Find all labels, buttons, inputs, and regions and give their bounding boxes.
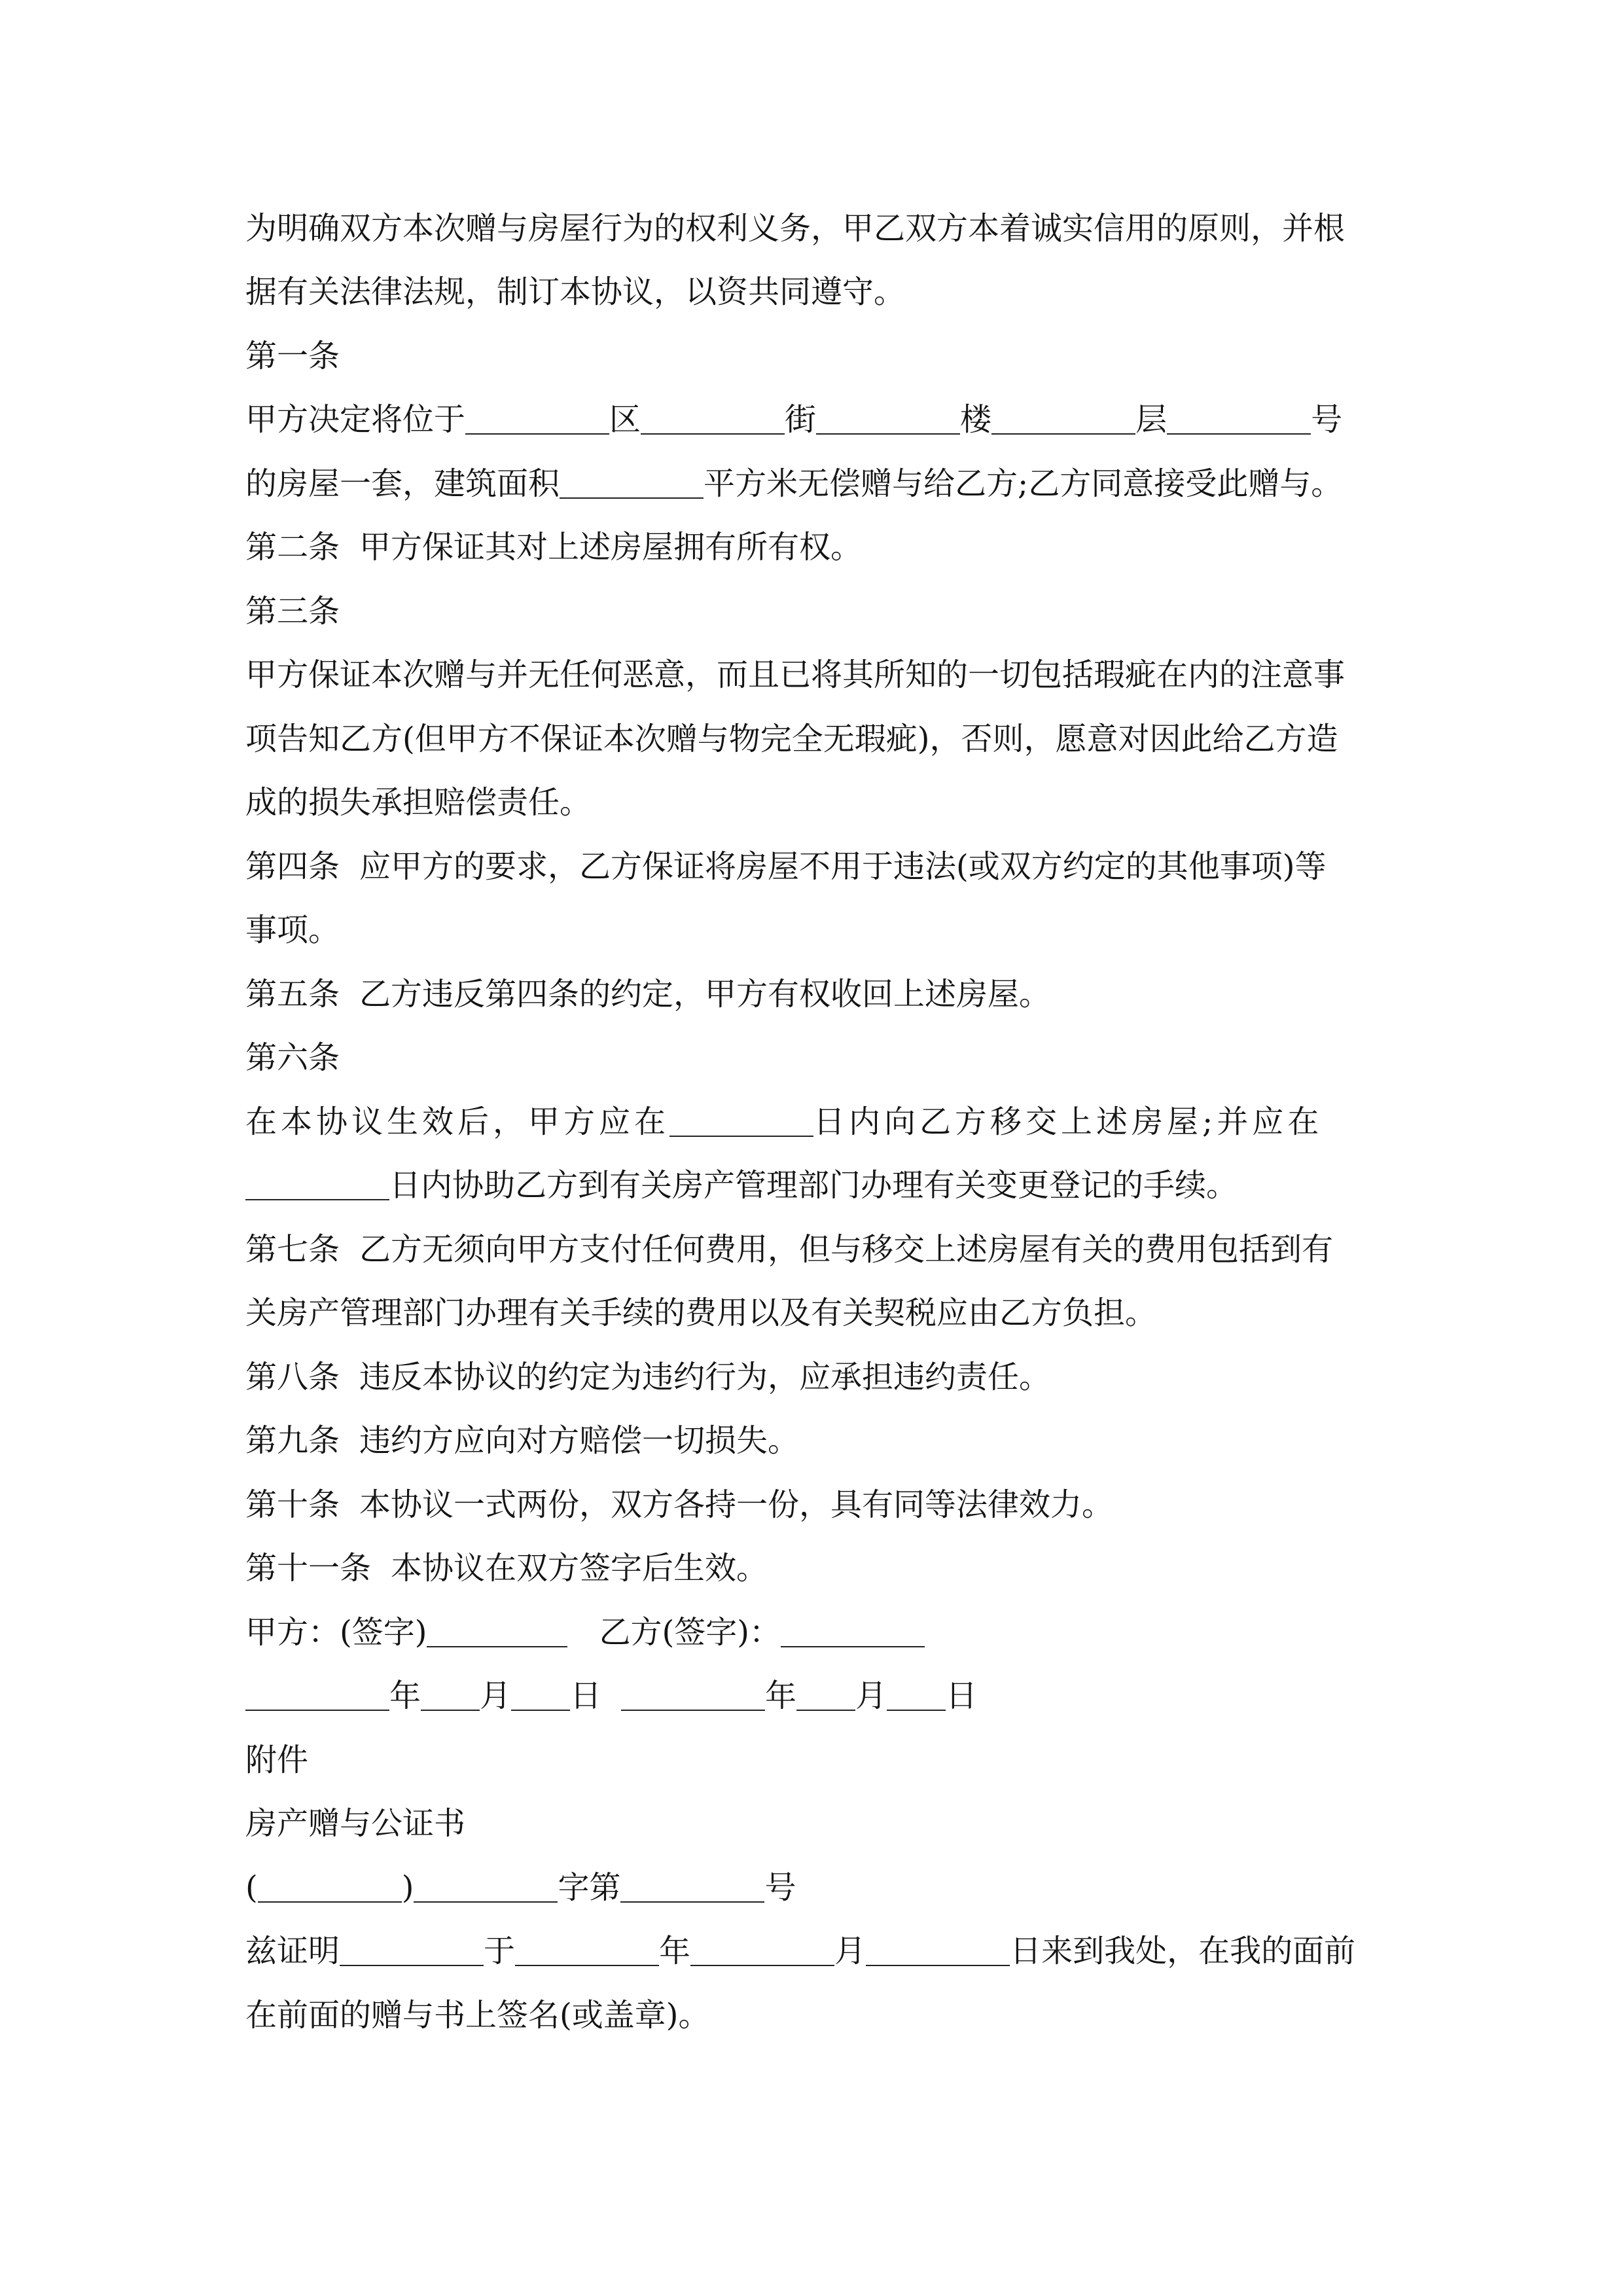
notary-day-blank: [866, 1936, 1010, 1966]
article-8: 第八条 违反本协议的约定为违约行为，应承担违约责任。: [245, 1358, 1051, 1395]
article-1-line-1: 甲方决定将位于 区 街 楼 层 号: [245, 401, 1343, 439]
notary-prefix-blank: [414, 1873, 558, 1903]
article-6-line-1: 在本协议生效后，甲方应在 日内向乙方移交上述房屋;并应在: [245, 1103, 1323, 1140]
article-7: 第七条 乙方无须向甲方支付任何费用，但与移交上述房屋有关的费用包括到有: [245, 1230, 1334, 1268]
area-blank: [560, 469, 704, 499]
article-6-line-2: 日内协助乙方到有关房产管理部门办理有关变更登记的手续。: [245, 1154, 1410, 1218]
handover-days-blank: [669, 1107, 813, 1137]
article-1-title: 第一条: [245, 337, 340, 374]
document-page: [245, 196, 1410, 2047]
notary-person-blank: [340, 1936, 484, 1966]
article-9: 第九条 违约方应向对方赔偿一切损失。: [245, 1422, 800, 1460]
article-6-title: 第六条: [245, 1039, 340, 1077]
article-5: 第五条 乙方违反第四条的约定，甲方有权收回上述房屋。: [245, 975, 1051, 1013]
party-a-day-blank: [511, 1681, 570, 1711]
notary-office-blank: [258, 1873, 402, 1903]
article-1-line-2: 的房屋一套，建筑面积 平方米无偿赠与给乙方;乙方同意接受此赠与。: [245, 465, 1343, 502]
notary-number-line: ( ) 字第 号: [245, 1869, 796, 1906]
party-a-year-blank: [245, 1681, 389, 1711]
district-blank: [465, 404, 609, 435]
article-4-cont: 事项。: [245, 912, 340, 949]
party-a-month-blank: [421, 1681, 480, 1711]
party-b-day-blank: [887, 1681, 946, 1711]
party-b-year-blank: [621, 1681, 765, 1711]
attachment-label: 附件: [245, 1741, 309, 1778]
number-blank: [1167, 404, 1311, 435]
party-b-signature-blank: [781, 1617, 925, 1647]
street-blank: [641, 404, 785, 435]
article-4: 第四条 应甲方的要求，乙方保证将房屋不用于违法(或双方约定的其他事项)等: [245, 848, 1327, 885]
article-3-line-3: 成的损失承担赔偿责任。: [245, 784, 592, 821]
notary-number-blank: [620, 1873, 764, 1903]
article-3-line-2: 项告知乙方(但甲方不保证本次赠与物完全无瑕疵)，否则，愿意对因此给乙方造: [245, 720, 1338, 757]
article-10: 第十条 本协议一式两份，双方各持一份，具有同等法律效力。: [245, 1486, 1114, 1523]
article-7-cont: 关房产管理部门办理有关手续的费用以及有关契税应由乙方负担。: [245, 1295, 1157, 1332]
notary-month-blank: [690, 1936, 834, 1966]
notary-statement-line-2: 在前面的赠与书上签名(或盖章)。: [245, 1996, 710, 2034]
article-2: 第二条 甲方保证其对上述房屋拥有所有权。: [245, 529, 863, 566]
building-blank: [816, 404, 960, 435]
article-3-line-1: 甲方保证本次赠与并无任何恶意，而且已将其所知的一切包括瑕疵在内的注意事: [245, 656, 1346, 694]
registration-days-blank: [245, 1170, 389, 1200]
preamble-line-1: 为明确双方本次赠与房屋行为的权利义务，甲乙双方本着诚实信用的原则，并根: [245, 209, 1346, 247]
party-b-month-blank: [796, 1681, 855, 1711]
article-3-title: 第三条: [245, 592, 340, 630]
attachment-title: 房产赠与公证书: [245, 1805, 466, 1842]
preamble-line-2: 据有关法律法规，制订本协议，以资共同遵守。: [245, 274, 906, 311]
date-line: 年 月 日 年 月 日: [245, 1664, 1410, 1729]
party-a-signature-blank: [427, 1617, 567, 1647]
article-11: 第十一条 本协议在双方签字后生效。: [245, 1550, 768, 1587]
floor-blank: [991, 404, 1135, 435]
notary-year-blank: [515, 1936, 659, 1966]
notary-statement-line-1: 兹证明 于 年 月 日来到我处，在我的面前: [245, 1933, 1356, 1970]
signature-line: 甲方：(签字) 乙方(签字)：: [245, 1600, 1410, 1664]
